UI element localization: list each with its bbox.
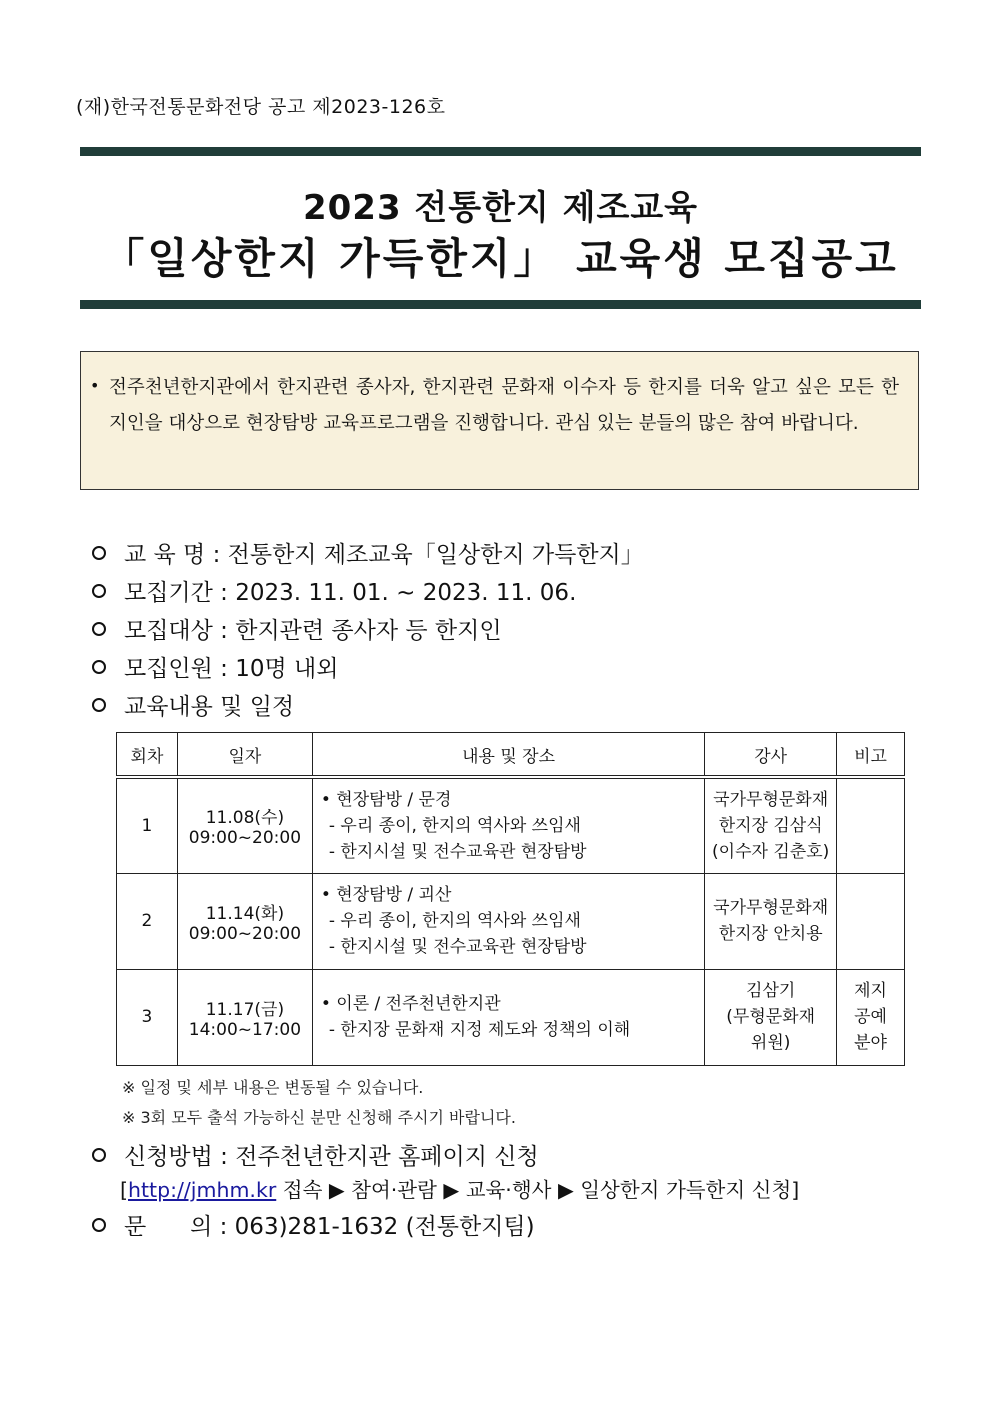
circle-bullet-icon [92, 622, 106, 636]
instructor-cell: 김삼기 (무형문화재 위원) [705, 969, 837, 1065]
title-bottom-rule [80, 300, 921, 309]
bullet-icon: • [90, 376, 100, 395]
instructor-cell: 국가무형문화재 한지장 김삼식 (이수자 김춘호) [705, 777, 837, 873]
item-apply-method: 신청방법 : 전주천년한지관 홈페이지 신청 [92, 1138, 539, 1171]
schedule-table [116, 732, 905, 1066]
circle-bullet-icon [92, 698, 106, 712]
table-row [117, 873, 905, 969]
circle-bullet-icon [92, 660, 106, 674]
homepage-link[interactable]: http://jmhm.kr [128, 1178, 277, 1202]
header-date: 일자 [177, 733, 312, 778]
note-cell: 제지 공예 분야 [837, 969, 905, 1065]
title-line-1: 2023 전통한지 제조교육 [302, 188, 699, 228]
instructor-cell: 국가무형문화재 한지장 안치용 [705, 873, 837, 969]
table-row [117, 969, 905, 1065]
content-cell: • 이론 / 전주천년한지관 - 한지장 문화재 지정 제도와 정책의 이해 [312, 969, 704, 1065]
title-top-rule [80, 147, 921, 156]
item-recruit-period: 모집기간 : 2023. 11. 01. ~ 2023. 11. 06. [92, 574, 576, 607]
intro-box [80, 351, 919, 490]
footnote-schedule-change: ※ 일정 및 세부 내용은 변동될 수 있습니다. [122, 1078, 424, 1097]
date-cell: 11.08(수) 09:00~20:00 [177, 777, 312, 873]
item-contact: 문 의 : 063)281-1632 (전통한지팀) [92, 1208, 535, 1241]
circle-bullet-icon [92, 1218, 106, 1232]
header-note: 비고 [837, 733, 905, 778]
note-cell [837, 777, 905, 873]
content-cell: • 현장탐방 / 괴산 - 우리 종이, 한지의 역사와 쓰임새 - 한지시설 및 전수교육관 현장탐방 [312, 873, 704, 969]
item-recruit-count: 모집인원 : 10명 내외 [92, 650, 338, 683]
date-cell: 11.17(금) 14:00~17:00 [177, 969, 312, 1065]
apply-path: [http://jmhm.kr 접속 ▶ 참여·관람 ▶ 교육·행사 ▶ 일상한지 가득한지 신청] [120, 1178, 800, 1202]
table-row [117, 777, 905, 873]
content-cell: • 현장탐방 / 문경 - 우리 종이, 한지의 역사와 쓰임새 - 한지시설 및 전수교육관 현장탐방 [312, 777, 704, 873]
circle-bullet-icon [92, 584, 106, 598]
item-course-name: 교 육 명 : 전통한지 제조교육「일상한지 가득한지」 [92, 536, 644, 569]
header-instructor: 강사 [705, 733, 837, 778]
date-cell: 11.14(화) 09:00~20:00 [177, 873, 312, 969]
header-round: 회차 [117, 733, 178, 778]
title-line-2: 「일상한지 가득한지」 교육생 모집공고 [102, 234, 899, 283]
circle-bullet-icon [92, 1148, 106, 1162]
item-recruit-target: 모집대상 : 한지관련 종사자 등 한지인 [92, 612, 502, 645]
footnote-attendance: ※ 3회 모두 출석 가능하신 분만 신청해 주시기 바랍니다. [122, 1108, 516, 1127]
round-cell: 2 [117, 873, 178, 969]
header-content: 내용 및 장소 [312, 733, 704, 778]
round-cell: 3 [117, 969, 178, 1065]
item-schedule-heading: 교육내용 및 일정 [92, 688, 294, 721]
note-cell [837, 873, 905, 969]
table-header-row [117, 733, 905, 778]
intro-text: 전주천년한지관에서 한지관련 종사자, 한지관련 문화재 이수자 등 한지를 더욱 알고 싶은 모든 한지인을 대상으로 현장탐방 교육프로그램을 진행합니다. 관심 있는 분들의 많은 참여 바랍니다. [109, 377, 899, 434]
circle-bullet-icon [92, 546, 106, 560]
notice-number: (재)한국전통문화전당 공고 제2023-126호 [76, 96, 446, 118]
round-cell: 1 [117, 777, 178, 873]
